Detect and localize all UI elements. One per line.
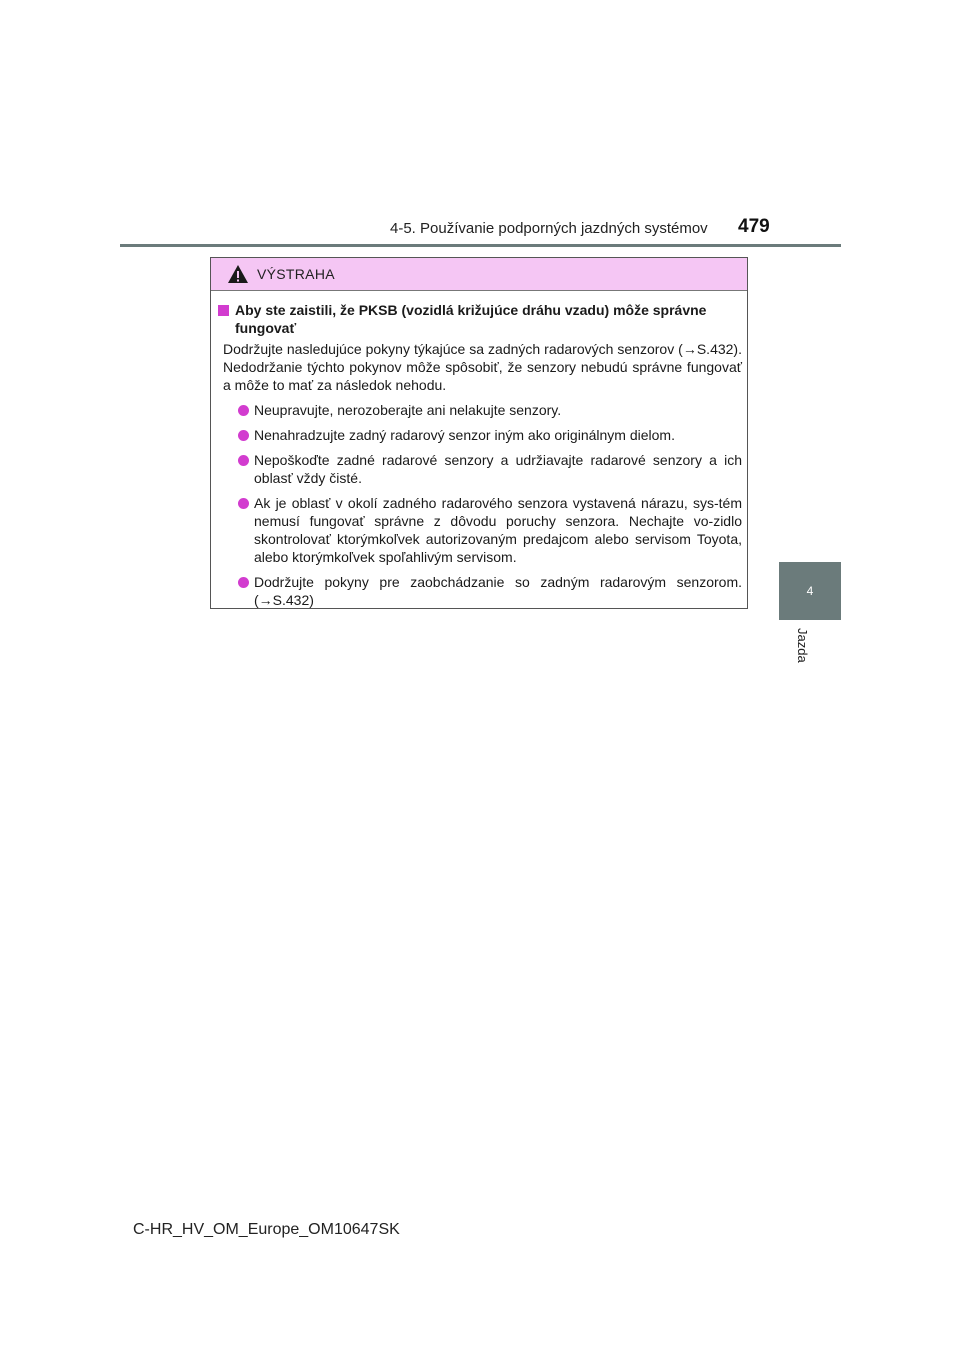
warning-body <box>211 291 747 609</box>
list-item <box>217 426 742 444</box>
list-item <box>217 573 742 609</box>
warning-header <box>211 258 747 291</box>
list-item-text: Dodržujte pokyny pre zaobchádzanie so zadným radarovým senzorom. (→S.432) <box>254 574 742 608</box>
list-item-text: Neupravujte, nerozoberajte ani nelakujte senzory. <box>254 402 562 418</box>
warning-intro: Dodržujte nasledujúce pokyny týkajúce sa zadných radarových senzorov (→S.432). Nedodržanie týchto pokynov môže spôsobiť, že senzory nebudú správne fungovať a môže to mať za následok nehodu. <box>223 341 742 393</box>
warning-heading: VÝSTRAHA <box>257 266 335 282</box>
document-code: C-HR_HV_OM_Europe_OM10647SK <box>133 1221 400 1238</box>
chapter-label: Jazda <box>795 628 810 663</box>
warning-triangle-icon <box>227 264 249 284</box>
chapter-tab <box>779 562 841 620</box>
list-item <box>217 451 742 487</box>
chapter-number: 4 <box>806 584 814 598</box>
bullet-icon <box>238 577 249 588</box>
bullet-icon <box>238 405 249 416</box>
bullet-icon <box>238 498 249 509</box>
list-item <box>217 401 742 419</box>
list-item-text: Nenahradzujte zadný radarový senzor iným ako originálnym dielom. <box>254 427 675 443</box>
section-header-title: 4-5. Používanie podporných jazdných systémov <box>390 220 708 237</box>
square-bullet-icon <box>218 305 229 316</box>
list-item-text: Ak je oblasť v okolí zadného radarového senzora vystavená nárazu, sys-tém nemusí fungovať správne z dôvodu poruchy senzora. Nechajte vo-zidlo skontrolovať ktorýmkoľvek autorizovaným predajcom alebo servisom Toyota, alebo ktorýmkoľvek spoľahlivým servisom. <box>254 495 742 565</box>
list-item <box>217 494 742 566</box>
warning-box <box>210 257 748 609</box>
warning-section-title <box>217 301 742 337</box>
bullet-icon <box>238 455 249 466</box>
page-number: 479 <box>738 216 770 237</box>
bullet-icon <box>238 430 249 441</box>
list-item-text: Nepoškoďte zadné radarové senzory a udržiavajte radarové senzory a ich oblasť vždy čisté. <box>254 452 742 486</box>
header-divider <box>120 244 841 247</box>
section-title-text: Aby ste zaistili, že PKSB (vozidlá križujúce dráhu vzadu) môže správne fungovať <box>235 302 707 336</box>
